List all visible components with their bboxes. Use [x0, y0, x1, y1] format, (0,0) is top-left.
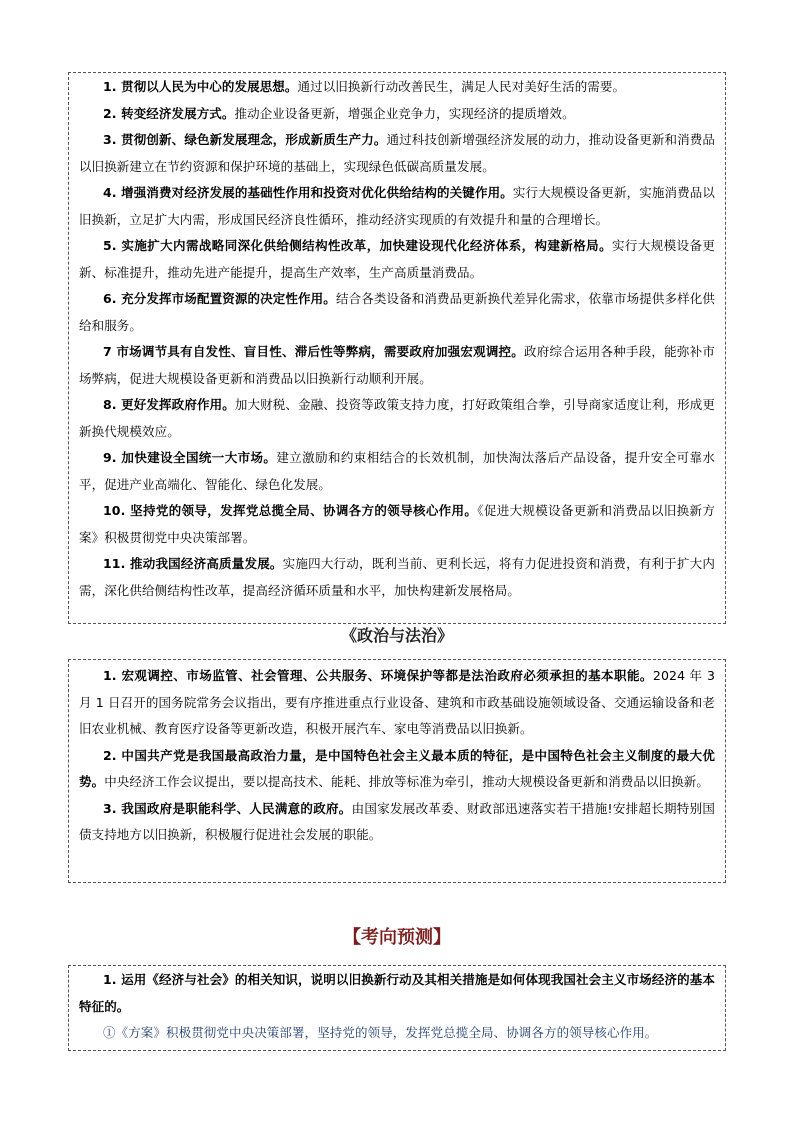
economy-points-box: [68, 72, 726, 624]
politics-point-1: 1. 宏观调控、市场监管、社会管理、公共服务、环境保护等都是法治政府必须承担的基本职能。2024 年 3 月 1 日召开的国务院常务会议指出，要有序推进重点行业设备、建筑和市政基础设施领域设备、交通运输设备和老旧农业机械、教育医疗设备等更新改造，积极开展汽车、家电等消费品以旧换新。: [79, 668, 716, 736]
politics-point-3: 3. 我国政府是职能科学、人民满意的政府。由国家发展改革委、财政部迅速落实若干措施!安排超长期特别国债支持地方以旧换新，积极履行促进社会发展的职能。: [79, 800, 715, 842]
economy-point-5: 5. 实施扩大内需战略同深化供给侧结构性改革，加快建设现代化经济体系，构建新格局。实行大规模设备更新、标准提升，推动先进产能提升，提高生产效率，生产高质量消费品。: [79, 238, 715, 280]
economy-point-4: 4. 增强消费对经济发展的基础性作用和投资对优化供给结构的关键作用。实行大规模设备更新，实施消费品以旧换新，立足扩大内需，形成国民经济良性循环，推动经济实现质的有效提升和量的合理增长。: [79, 185, 715, 227]
prediction-box: [68, 965, 726, 1051]
politics-point-2: 2. 中国共产党是我国最高政治力量，是中国特色社会主义最本质的特征，是中国特色社会主义制度的最大优势。中央经济工作会议提出，要以提高技术、能耗、排放等标准为牵引，推动大规模设备更新和消费品以旧换新。: [79, 747, 715, 789]
economy-point-1: 1. 贯彻以人民为中心的发展思想。通过以旧换新行动改善民生，满足人民对美好生活的需要。: [103, 79, 626, 94]
economy-point-2: 2. 转变经济发展方式。推动企业设备更新，增强企业竞争力，实现经济的提质增效。: [103, 105, 575, 121]
economy-point-8: 8. 更好发挥政府作用。加大财税、金融、投资等政策支持力度，打好政策组合拳，引导商家适度让利，形成更新换代规模效应。: [79, 397, 715, 439]
prediction-question: 1. 运用《经济与社会》的相关知识，说明以旧换新行动及其相关措施是如何体现我国社会主义市场经济的基本特征的。: [79, 972, 715, 1014]
politics-points-box: [68, 659, 726, 883]
economy-point-9: 9. 加快建设全国统一大市场。建立激励和约束相结合的长效机制，加快淘汰落后产品设备，提升安全可靠水平，促进产业高端化、智能化、绿色化发展。: [79, 450, 715, 492]
economy-point-3: 3. 贯彻创新、绿色新发展理念，形成新质生产力。通过科技创新增强经济发展的动力，推动设备更新和消费品以旧换新建立在节约资源和保护环境的基础上，实现绿色低碳高质量发展。: [79, 132, 715, 174]
politics-section-heading: 《政治与法治》: [340, 626, 453, 645]
prediction-section-heading: 【考向预测】: [343, 927, 451, 948]
prediction-answer: ①《方案》积极贯彻党中央决策部署，坚持党的领导，发挥党总揽全局、协调各方的领导核心作用。: [103, 1025, 658, 1040]
economy-point-10: 10. 坚持党的领导，发挥党总揽全局、协调各方的领导核心作用。《促进大规模设备更新和消费品以旧换新方案》积极贯彻党中央决策部署。: [79, 503, 715, 545]
economy-point-7: 7 市场调节具有自发性、盲目性、滞后性等弊病，需要政府加强宏观调控。政府综合运用各种手段，能弥补市场弊病，促进大规模设备更新和消费品以旧换新行动顺利开展。: [79, 344, 715, 386]
economy-point-11: 11. 推动我国经济高质量发展。实施四大行动，既利当前、更利长远，将有力促进投资和消费，有利于扩大内需，深化供给侧结构性改革，提高经济循环质量和水平，加快构建新发展格局。: [79, 556, 715, 598]
economy-point-6: 6. 充分发挥市场配置资源的决定性作用。结合各类设备和消费品更新换代差异化需求，依靠市场提供多样化供给和服务。: [79, 291, 715, 333]
